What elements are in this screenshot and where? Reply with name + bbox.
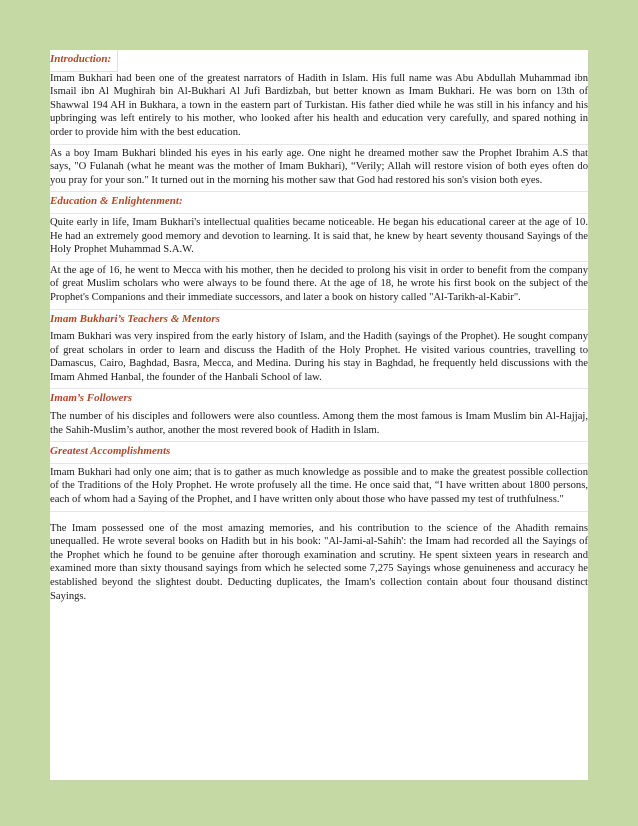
section-heading-teachers: Imam Bukhari’s Teachers & Mentors bbox=[50, 309, 588, 331]
document-content bbox=[50, 50, 588, 607]
section-heading-accomplishments: Greatest Accomplishments bbox=[50, 441, 588, 463]
section-heading-education: Education & Enlightenment: bbox=[50, 191, 588, 213]
section-heading-followers: Imam’s Followers bbox=[50, 388, 588, 410]
paragraph-education-1: Quite early in life, Imam Bukhari's intellectual qualities became noticeable. He began his educational career at the age of 10. He had an extremely good memory and devotion to learning. It is said that, he knew by heart seventy thousand Sayings of the Holy Prophet Muhammad S.A.W. bbox=[50, 213, 588, 261]
paragraph-introduction-1: Imam Bukhari had been one of the greatest narrators of Hadith in Islam. His full name was Abu Abdullah Muhammad ibn Ismail ibn Al Mughirah bin Al-Bukhari Al Jufi Bardizbah, but better known as Imam Bukhari. He was born on 13th of Shawwal 194 AH in Bukhara, a town in the eastern part of Turkistan. His father died while he was still in his infancy and his upbringing was left entirely to his mother, who looked after his health and education very carefully, and spared nothing in order to provide him with the best education. bbox=[50, 72, 588, 138]
paragraph-accomplishments-2: The Imam possessed one of the most amazing memories, and his contribution to the science of the Ahadith remains unequalled. He wrote several books on Hadith but in his book: "Al-Jami-al-Sahih': the Imam had recorded all the Sayings of the Prophet which he found to be genuine after thorough examination and scrutiny. He spent sixteen years in research and examined more than sixty thousand sayings from which he selected some 7,275 Sayings whose genuineness and accuracy he established beyond the slightest doubt. Deducting duplicates, the Imam's collection contain about four thousand distinct Sayings. bbox=[50, 522, 588, 602]
paragraph-spacer bbox=[50, 511, 588, 522]
paragraph-teachers-1: Imam Bukhari was very inspired from the early history of Islam, and the Hadith (sayings of the Prophet). He sought company of great scholars in order to learn and discuss the Hadith of the Holy Prophet. He visited various countries, travelling to Damascus, Cairo, Baghdad, Basra, Mecca, and Medina. During his stay in Baghdad, he frequently held discussions with the Imam Ahmed Hanbal, the founder of the Hanbali School of law. bbox=[50, 331, 588, 383]
paragraph-followers-1: The number of his disciples and followers were also countless. Among them the most famous is Imam Muslim bin Al-Hajjaj, the Sahih-Muslim’s author, another the most revered book of Hadith in Islam. bbox=[50, 411, 588, 436]
paragraph-education-2: At the age of 16, he went to Mecca with his mother, then he decided to prolong his visit in order to benefit from the company of great Muslim scholars who were always to be found there. At the age of 18, he wrote his first book on the subject of the Prophet's Companions and their immediate successors, and later a book on history called "Al-Tarikh-al-Kabir". bbox=[50, 261, 588, 309]
document-page bbox=[50, 50, 588, 780]
paragraph-introduction-2: As a boy Imam Bukhari blinded his eyes in his early age. One night he dreamed mother saw the Prophet Ibrahim A.S that says, "O Fulanah (what he meant was the mother of Imam Bukhari), “Verily; Allah will restore vision of both eyes often do you pray for your son." It turned out in the morning his mother saw that God had restored his son's vision both eyes. bbox=[50, 144, 588, 192]
paragraph-accomplishments-1: Imam Bukhari had only one aim; that is to gather as much knowledge as possible and to make the greatest possible collection of the Traditions of the Holy Prophet. He wrote profusely all the time. He once said that, “I have written about 1800 persons, each of whom had a Saying of the Prophet, and I have written only about those who have passed my test of truthfulness." bbox=[50, 463, 588, 511]
section-heading-introduction: Introduction: bbox=[50, 50, 118, 72]
